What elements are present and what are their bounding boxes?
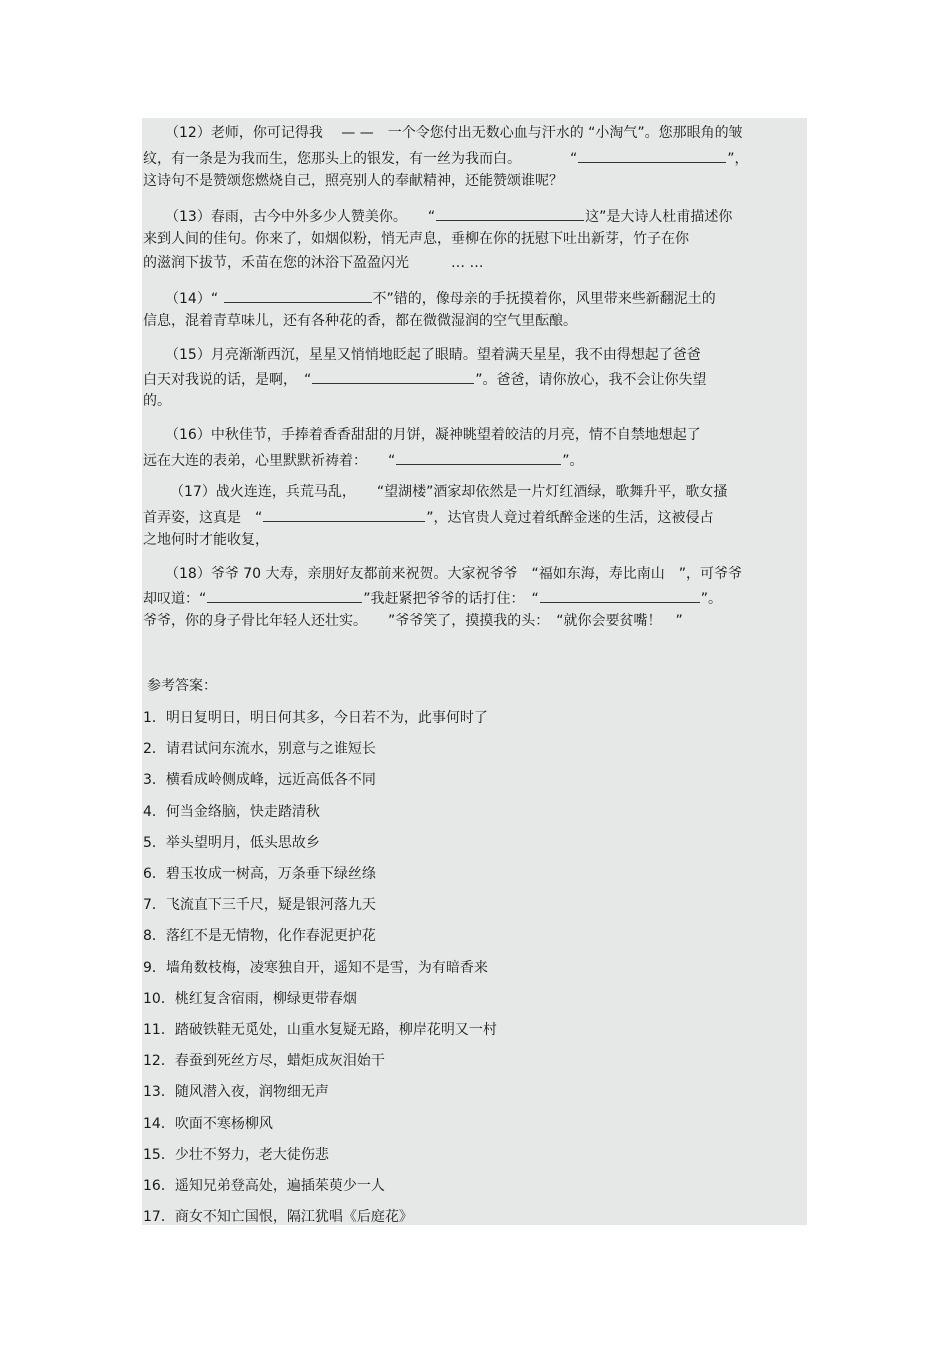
- q16-answer-blank[interactable]: [396, 450, 561, 465]
- q14-line1: [165, 288, 716, 308]
- q14-text-a: （14）“: [165, 291, 223, 307]
- q15-answer-blank[interactable]: [312, 369, 474, 384]
- q18-text-c: ”。: [700, 591, 723, 607]
- answer-item: 3．横看成岭侧成峰，远近高低各不同: [143, 772, 376, 789]
- q16-line2: [143, 450, 584, 470]
- q13-text-b: 这”是大诗人杜甫描述你: [585, 209, 733, 225]
- q17-line1: （17）战火连连，兵荒马乱， “望湖楼”酒家却依然是一片灯红酒绿，歌舞升平，歌女搔: [170, 484, 728, 500]
- answer-item: 6．碧玉妆成一树高，万条垂下绿丝绦: [143, 866, 376, 882]
- answer-item: 15．少壮不努力，老大徒伤悲: [143, 1146, 329, 1163]
- answer-item: 1．明日复明日，明日何其多，今日若不为，此事何时了: [143, 710, 488, 726]
- q14-answer-blank[interactable]: [224, 288, 372, 303]
- q18-line1: （18）爷爷 70 大寿，亲朋好友都前来祝贺。大家祝爷爷 “福如东海，寿比南山 ”，可爷爷: [165, 566, 743, 582]
- q12-text-d: ”，: [727, 151, 749, 167]
- q13-line3: 的滋润下拔节，禾苗在您的沐浴下盈盈闪光 … …: [143, 255, 484, 271]
- answer-item: 4．何当金络脑，快走踏清秋: [143, 803, 320, 820]
- q18-text-b: ”我赶紧把爷爷的话打住： “: [363, 591, 539, 607]
- q18-answer-blank-1[interactable]: [207, 588, 362, 603]
- q12-text-a: （12）老师，你可记得我 — — 一个令您付出无数心血与汗水的: [165, 125, 589, 141]
- q16-line1: （16）中秋佳节，手捧着香香甜甜的月饼，凝神眺望着皎洁的月亮，情不自禁地想起了: [165, 427, 701, 443]
- q18-line3: 爷爷，你的身子骨比年轻人还壮实。 ”爷爷笑了，摸摸我的头： “就你会要贫嘴！ ”: [143, 613, 683, 629]
- answer-item: 13．随风潜入夜，润物细无声: [143, 1084, 329, 1101]
- q15-text-a: 白天对我说的话，是啊， “: [143, 372, 312, 388]
- q13-text-a: （13）春雨，古今中外多少人赞美你。 “: [165, 209, 436, 225]
- q18-answer-blank-2[interactable]: [540, 588, 700, 603]
- q12-answer-blank[interactable]: [578, 148, 726, 163]
- q12-line2: [143, 148, 749, 168]
- q12-line1: [165, 124, 743, 142]
- answer-item: 16．遥知兄弟登高处，遍插茱萸少一人: [143, 1178, 385, 1194]
- q15-text-b: ”。爸爸，请你放心，我不会让你失望: [475, 372, 707, 388]
- q14-line2: 信息，混着青草味儿，还有各种花的香，都在微微湿润的空气里酝酿。: [143, 313, 577, 329]
- q17-answer-blank[interactable]: [263, 507, 425, 522]
- q18-text-a: 却叹道：“: [143, 591, 207, 607]
- q15-line3: 的。: [143, 393, 171, 409]
- answer-item: 12．春蚕到死丝方尽，蜡炬成灰泪始干: [143, 1053, 385, 1070]
- answer-item: 17．商女不知亡国恨，隔江犹唱《后庭花》: [143, 1209, 413, 1226]
- q13-answer-blank[interactable]: [436, 206, 584, 221]
- q15-line2: [143, 369, 707, 389]
- q13-line2: 来到人间的佳句。你来了，如烟似粉，悄无声息，垂柳在你的抚慰下吐出新芽，竹子在你: [143, 231, 689, 247]
- q14-text-b: 不”错的，像母亲的手抚摸着你，风里带来些新翻泥土的: [372, 291, 716, 307]
- q12-line3: 这诗句不是赞颂您燃烧自己，照亮别人的奉献精神，还能赞颂谁呢？: [143, 173, 563, 189]
- answers-title: 参考答案：: [147, 678, 217, 694]
- answer-item: 14．吹面不寒杨柳风: [143, 1115, 273, 1132]
- answer-item: 11．踏破铁鞋无觅处，山重水复疑无路，柳岸花明又一村: [143, 1022, 497, 1038]
- q18-line2: [143, 588, 722, 608]
- answer-item: 2．请君试问东流水，别意与之谁短长: [143, 741, 376, 758]
- q17-text-b: ”，达官贵人竟过着纸醉金迷的生活，这被侵占: [426, 510, 714, 526]
- q16-text-a: 远在大连的表弟，心里默默祈祷着： “: [143, 453, 396, 469]
- q15-line1: （15）月亮渐渐西沉，星星又悄悄地眨起了眼睛。望着满天星星，我不由得想起了爸爸: [165, 347, 701, 363]
- q17-line3: 之地何时才能收复，: [143, 532, 269, 548]
- answer-item: 5．举头望明月，低头思故乡: [143, 834, 320, 851]
- q13-line1: [165, 206, 732, 226]
- answer-item: 7．飞流直下三千尺，疑是银河落九天: [143, 897, 376, 914]
- answer-item: 10．桃红复含宿雨，柳绿更带春烟: [143, 990, 357, 1007]
- q17-text-a: 首弄姿，这真是 “: [143, 510, 263, 526]
- q17-line2: [143, 507, 714, 527]
- q16-text-b: ”。: [562, 453, 584, 469]
- q12-text-b: “小淘气”。您那眼角的皱: [588, 125, 743, 141]
- answer-item: 9．墙角数枝梅，凌寒独自开，遥知不是雪，为有暗香来: [143, 959, 488, 976]
- answer-item: 8．落红不是无情物，化作春泥更护花: [143, 928, 376, 945]
- q12-text-c: 纹，有一条是为我而生，您那头上的银发，有一丝为我而白。 “: [143, 151, 578, 167]
